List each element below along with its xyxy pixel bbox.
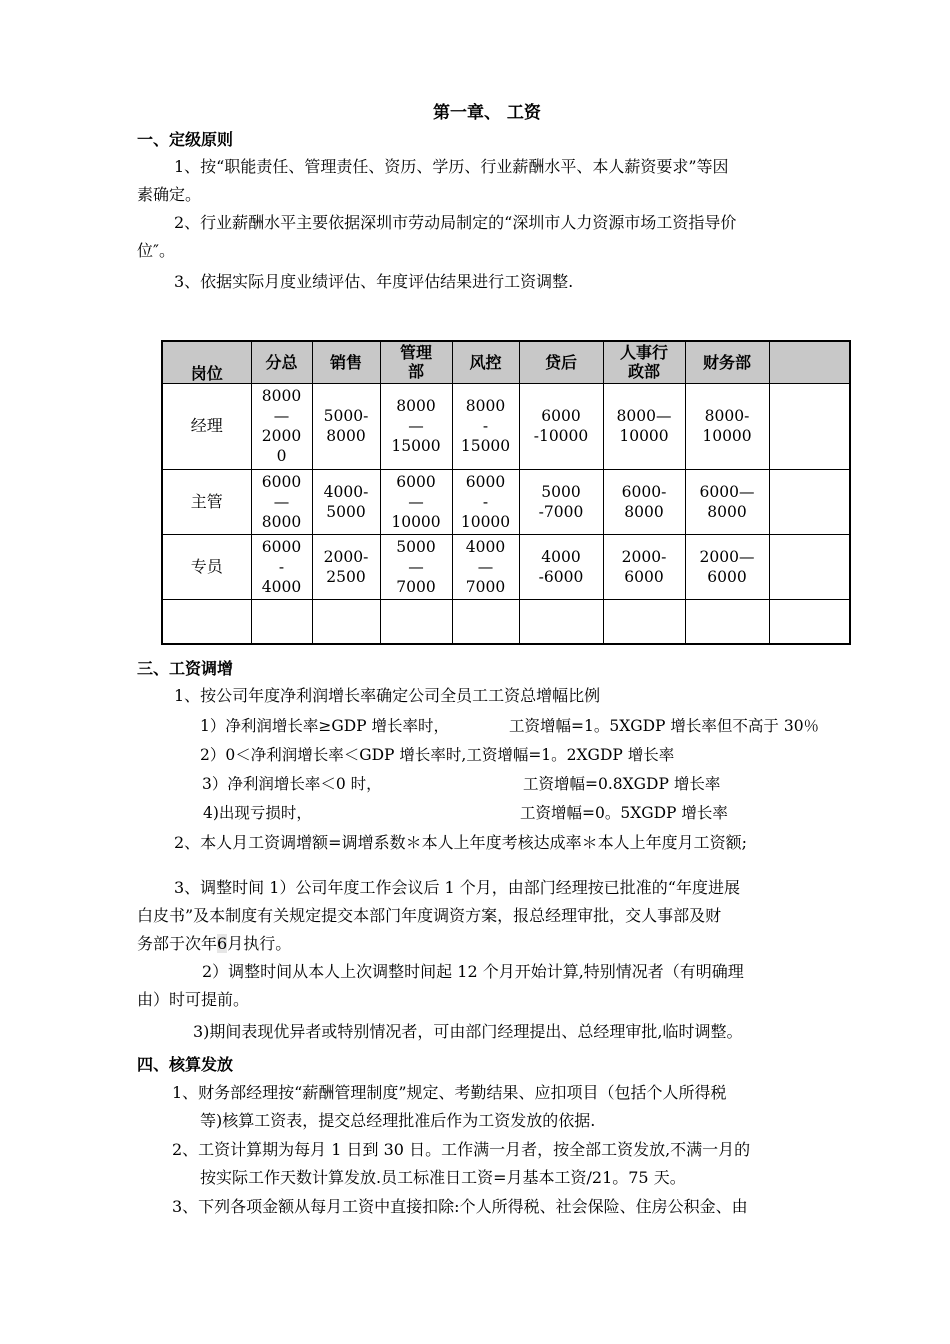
table-cell: 5000 — 7000: [380, 535, 452, 600]
table-cell: 8000 - 15000: [452, 383, 519, 469]
header-branch-head: 分总: [251, 341, 312, 383]
section-heading-grading: 一、定级原则: [137, 130, 234, 149]
raise-item-1: 1、按公司年度净利润增长率确定公司全员工工资总增幅比例: [174, 686, 601, 705]
header-sales: 销售: [312, 341, 380, 383]
table-cell: 6000 - 10000: [452, 469, 519, 534]
table-cell: 5000- 8000: [312, 383, 380, 469]
table-cell: 6000 — 8000: [251, 469, 312, 534]
raise-item-3-3: 3)期间表现优异者或特别情况者，可由部门经理提出、总经理审批,临时调整。: [193, 1022, 743, 1041]
table-cell: [769, 600, 850, 644]
table-cell: 5000 -7000: [519, 469, 603, 534]
table-cell: [519, 600, 603, 644]
raise-item-3-line-2: 白皮书”及本制度有关规定提交本部门年度调资方案，报总经理审批，交人事部及财: [137, 906, 722, 925]
table-cell: 6000- 8000: [603, 469, 685, 534]
raise-item-3-line-3: [137, 930, 291, 958]
header-risk-control: 风控: [452, 341, 519, 383]
table-cell: 8000 — 2000 0: [251, 383, 312, 469]
section-heading-raise: 三、工资调增: [137, 659, 234, 678]
table-row-supervisor: [162, 469, 850, 534]
table-cell: [251, 600, 312, 644]
chapter-title: 第一章、 工资: [433, 103, 541, 123]
table-row-specialist: [162, 535, 850, 600]
table-cell: 6000— 8000: [685, 469, 769, 534]
salary-grade-table: [161, 340, 851, 645]
highlighted-month: 6: [217, 934, 228, 953]
table-cell: 6000 — 10000: [380, 469, 452, 534]
table-row-manager: [162, 383, 850, 469]
raise-item-3-line-3-post: 月执行。: [227, 934, 292, 953]
table-cell: 4000 — 7000: [452, 535, 519, 600]
raise-sub-1-condition: 1）净利润增长率≥GDP 增长率时，: [200, 717, 450, 735]
row-label-manager: 经理: [162, 383, 251, 469]
raise-item-3-line-3-pre: 务部于次年: [137, 934, 218, 953]
row-label-supervisor: 主管: [162, 469, 251, 534]
raise-item-3-line-1: 3、调整时间 1）公司年度工作会议后 1 个月，由部门经理按已批准的“年度进展: [174, 878, 740, 897]
raise-item-3-2-line-1: 2）调整时间从本人上次调整时间起 12 个月开始计算,特别情况者（有明确理: [202, 962, 744, 981]
table-cell: 8000 — 15000: [380, 383, 452, 469]
row-label-specialist: 专员: [162, 535, 251, 600]
header-hr-admin: 人事行 政部: [603, 341, 685, 383]
header-management: 管理 部: [380, 341, 452, 383]
table-cell: [312, 600, 380, 644]
table-cell: [685, 600, 769, 644]
table-row-empty: [162, 600, 850, 644]
payout-item-3-line-1: 3、下列各项金额从每月工资中直接扣除:个人所得税、社会保险、住房公积金、由: [172, 1197, 748, 1216]
grading-item-3: 3、依据实际月度业绩评估、年度评估结果进行工资调整.: [174, 272, 574, 291]
table-cell: [603, 600, 685, 644]
table-cell: 8000- 10000: [685, 383, 769, 469]
raise-item-2: 2、本人月工资调增额=调增系数＊本人上年度考核达成率＊本人上年度月工资额;: [174, 833, 747, 852]
raise-sub-4-condition: 4)出现亏损时，: [203, 804, 312, 822]
section-heading-payout: 四、核算发放: [137, 1055, 234, 1074]
raise-sub-3-result: 工资增幅=0.8XGDP 增长率: [523, 775, 721, 793]
payout-item-1-line-2: 等)核算工资表，提交总经理批准后作为工资发放的依据.: [200, 1111, 596, 1130]
table-cell: 8000— 10000: [603, 383, 685, 469]
payout-item-2-line-2: 按实际工作天数计算发放.员工标准日工资=月基本工资/21。75 天。: [200, 1168, 686, 1187]
payout-item-2-line-1: 2、工资计算期为每月 1 日到 30 日。工作满一月者，按全部工资发放,不满一月的: [172, 1140, 751, 1159]
header-position: 岗位: [162, 341, 251, 383]
table-cell: 2000- 6000: [603, 535, 685, 600]
table-cell: 2000— 6000: [685, 535, 769, 600]
grading-item-1-line-2: 素确定。: [137, 185, 202, 204]
grading-item-2-line-2: 位″。: [137, 241, 175, 260]
table-cell: 6000 - 4000: [251, 535, 312, 600]
table-cell: 4000- 5000: [312, 469, 380, 534]
table-cell: 2000- 2500: [312, 535, 380, 600]
raise-item-3-2-line-2: 由）时可提前。: [137, 990, 250, 1009]
raise-sub-2: 2）0＜净利润增长率＜GDP 增长率时,工资增幅=1。2XGDP 增长率: [200, 746, 675, 764]
header-post-loan: 贷后: [519, 341, 603, 383]
table-cell: 4000 -6000: [519, 535, 603, 600]
grading-item-2-line-1: 2、行业薪酬水平主要依据深圳市劳动局制定的“深圳市人力资源市场工资指导价: [174, 213, 737, 232]
table-cell: [162, 600, 251, 644]
header-finance: 财务部: [685, 341, 769, 383]
raise-sub-3-condition: 3）净利润增长率＜0 时，: [202, 775, 382, 793]
table-cell: [380, 600, 452, 644]
payout-item-1-line-1: 1、财务部经理按“薪酬管理制度”规定、考勤结果、应扣项目（包括个人所得税: [172, 1083, 727, 1102]
table-cell: 6000 -10000: [519, 383, 603, 469]
header-blank: [769, 341, 850, 383]
raise-sub-1-result: 工资增幅=1。5XGDP 增长率但不高于 30％: [509, 717, 820, 735]
table-cell: [769, 383, 850, 469]
grading-item-1-line-1: 1、按“职能责任、管理责任、资历、学历、行业薪酬水平、本人薪资要求”等因: [174, 157, 729, 176]
table-cell: [769, 469, 850, 534]
table-cell: [452, 600, 519, 644]
table-cell: [769, 535, 850, 600]
raise-sub-4-result: 工资增幅=0。5XGDP 增长率: [520, 804, 728, 822]
